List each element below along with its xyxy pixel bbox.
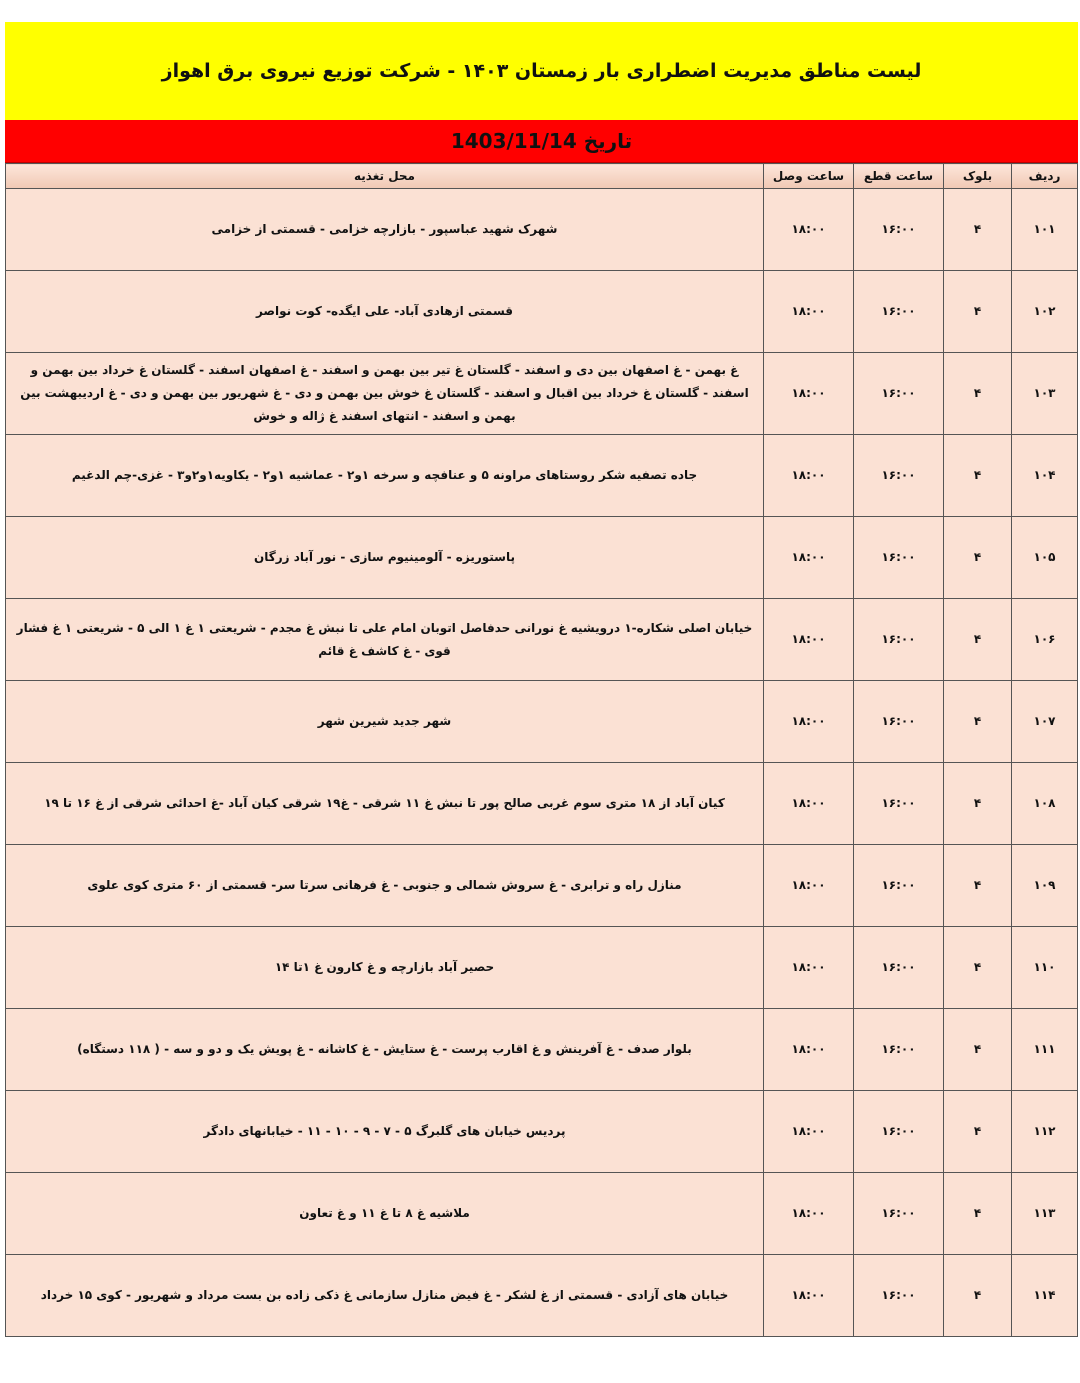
location-cell: قسمتی ازهادی آباد- علی ایگده- کوت نواصر [6,271,764,353]
table-header-row [6,164,1078,189]
block-cell: ۴ [944,1255,1012,1337]
table-row [6,353,1078,435]
connect-time-cell: ۱۸:۰۰ [764,763,854,845]
row-number-cell: ۱۱۲ [1012,1091,1078,1173]
block-cell: ۴ [944,763,1012,845]
table-row [6,1255,1078,1337]
row-number-cell: ۱۰۶ [1012,599,1078,681]
block-cell: ۴ [944,189,1012,271]
block-cell: ۴ [944,353,1012,435]
row-number-cell: ۱۰۹ [1012,845,1078,927]
row-number-cell: ۱۰۲ [1012,271,1078,353]
connect-time-cell: ۱۸:۰۰ [764,189,854,271]
cut-time-cell: ۱۶:۰۰ [854,1173,944,1255]
cut-time-cell: ۱۶:۰۰ [854,1255,944,1337]
row-number-cell: ۱۱۰ [1012,927,1078,1009]
page-title [5,22,1078,120]
cut-time-cell: ۱۶:۰۰ [854,763,944,845]
location-cell: بلوار صدف - غ آفرینش و غ اقارب پرست - غ ستایش - غ کاشانه - غ پویش یک و دو و سه - ( ۱۱۸ دستگاه) [6,1009,764,1091]
row-number-cell: ۱۰۷ [1012,681,1078,763]
connect-time-cell: ۱۸:۰۰ [764,927,854,1009]
page-title-text: لیست مناطق مدیریت اضطراری بار زمستان ۱۴۰۳ - شرکت توزیع نیروی برق اهواز [161,60,922,82]
cut-time-cell: ۱۶:۰۰ [854,1091,944,1173]
connect-time-cell: ۱۸:۰۰ [764,1255,854,1337]
table-row [6,189,1078,271]
table-row [6,517,1078,599]
location-cell: خیابان های آزادی - قسمتی از غ لشکر - غ فیض منازل سازمانی غ ذکی زاده بن بست مرداد و شهریور - کوی ۱۵ خرداد [6,1255,764,1337]
cut-time-cell: ۱۶:۰۰ [854,681,944,763]
location-cell: شهر جدید شیرین شهر [6,681,764,763]
cut-time-cell: ۱۶:۰۰ [854,1009,944,1091]
cut-time-cell: ۱۶:۰۰ [854,845,944,927]
table-row [6,1173,1078,1255]
cut-time-cell: ۱۶:۰۰ [854,271,944,353]
cut-time-cell: ۱۶:۰۰ [854,435,944,517]
schedule-table [5,163,1078,1337]
table-row [6,435,1078,517]
block-cell: ۴ [944,1173,1012,1255]
cut-time-cell: ۱۶:۰۰ [854,517,944,599]
outage-schedule-sheet [5,22,1078,1337]
block-cell: ۴ [944,681,1012,763]
block-cell: ۴ [944,599,1012,681]
header-row-number: ردیف [1012,164,1078,189]
row-number-cell: ۱۱۴ [1012,1255,1078,1337]
row-number-cell: ۱۰۵ [1012,517,1078,599]
cut-time-cell: ۱۶:۰۰ [854,189,944,271]
location-cell: پردیس خیابان های گلبرگ ۵ - ۷ - ۹ - ۱۰ - ۱۱ - خیابانهای دادگر [6,1091,764,1173]
cut-time-cell: ۱۶:۰۰ [854,353,944,435]
connect-time-cell: ۱۸:۰۰ [764,271,854,353]
block-cell: ۴ [944,845,1012,927]
row-number-cell: ۱۰۳ [1012,353,1078,435]
date-banner [5,120,1078,163]
header-location: محل تغذیه [6,164,764,189]
block-cell: ۴ [944,1009,1012,1091]
connect-time-cell: ۱۸:۰۰ [764,517,854,599]
location-cell: کیان آباد از ۱۸ متری سوم غربی صالح پور تا نبش غ ۱۱ شرقی - غ۱۹ شرقی کیان آباد -غ احدائی شرقی از غ ۱۶ تا ۱۹ [6,763,764,845]
table-row [6,271,1078,353]
header-block: بلوک [944,164,1012,189]
connect-time-cell: ۱۸:۰۰ [764,845,854,927]
table-row [6,599,1078,681]
location-cell: منازل راه و ترابری - غ سروش شمالی و جنوبی - غ فرهانی سرتا سر- قسمتی از ۶۰ متری کوی علوی [6,845,764,927]
location-cell: پاستوریزه - آلومینیوم سازی - نور آباد زرگان [6,517,764,599]
row-number-cell: ۱۰۸ [1012,763,1078,845]
location-cell: جاده تصفیه شکر روستاهای مراونه ۵ و عنافچه و سرخه ۱و۲ - عماشیه ۱و۲ - یکاویه۱و۲و۳ - غزی-چم الدغیم [6,435,764,517]
row-number-cell: ۱۰۱ [1012,189,1078,271]
block-cell: ۴ [944,927,1012,1009]
header-connect-time: ساعت وصل [764,164,854,189]
location-cell: شهرک شهید عباسپور - بازارچه خزامی - قسمتی از خزامی [6,189,764,271]
location-cell: ملاشیه غ ۸ تا غ ۱۱ و غ تعاون [6,1173,764,1255]
table-row [6,681,1078,763]
block-cell: ۴ [944,517,1012,599]
table-row [6,1091,1078,1173]
connect-time-cell: ۱۸:۰۰ [764,1173,854,1255]
block-cell: ۴ [944,1091,1012,1173]
row-number-cell: ۱۱۱ [1012,1009,1078,1091]
table-row [6,763,1078,845]
connect-time-cell: ۱۸:۰۰ [764,599,854,681]
cut-time-cell: ۱۶:۰۰ [854,927,944,1009]
cut-time-cell: ۱۶:۰۰ [854,599,944,681]
row-number-cell: ۱۰۴ [1012,435,1078,517]
connect-time-cell: ۱۸:۰۰ [764,353,854,435]
row-number-cell: ۱۱۳ [1012,1173,1078,1255]
connect-time-cell: ۱۸:۰۰ [764,1091,854,1173]
block-cell: ۴ [944,435,1012,517]
connect-time-cell: ۱۸:۰۰ [764,1009,854,1091]
table-row [6,845,1078,927]
location-cell: خیابان اصلی شکاره-۱ درویشیه غ نورانی حدفاصل اتوبان امام علی تا نبش غ مجدم - شریعتی ۱ غ ۱ الی ۵ - شریعتی ۱ غ فشار قوی - غ کاشف غ قائم [6,599,764,681]
header-cut-time: ساعت قطع [854,164,944,189]
table-row [6,927,1078,1009]
location-cell: غ بهمن - غ اصفهان بین دی و اسفند - گلستان غ تیر بین بهمن و اسفند - غ اصفهان اسفند - گلستان غ خرداد بین بهمن و اسفند - گلستان غ خرداد بین اقبال و اسفند - گلستان غ خوش بین بهمن و دی - غ شهریور بین بهمن و دی - غ اردیبهشت بین بهمن و اسفند - انتهای اسفند غ ژاله و خوش [6,353,764,435]
block-cell: ۴ [944,271,1012,353]
connect-time-cell: ۱۸:۰۰ [764,435,854,517]
connect-time-cell: ۱۸:۰۰ [764,681,854,763]
table-row [6,1009,1078,1091]
location-cell: حصیر آباد بازارچه و غ کارون غ ۱تا ۱۴ [6,927,764,1009]
date-text: تاریخ 1403/11/14 [450,129,633,153]
